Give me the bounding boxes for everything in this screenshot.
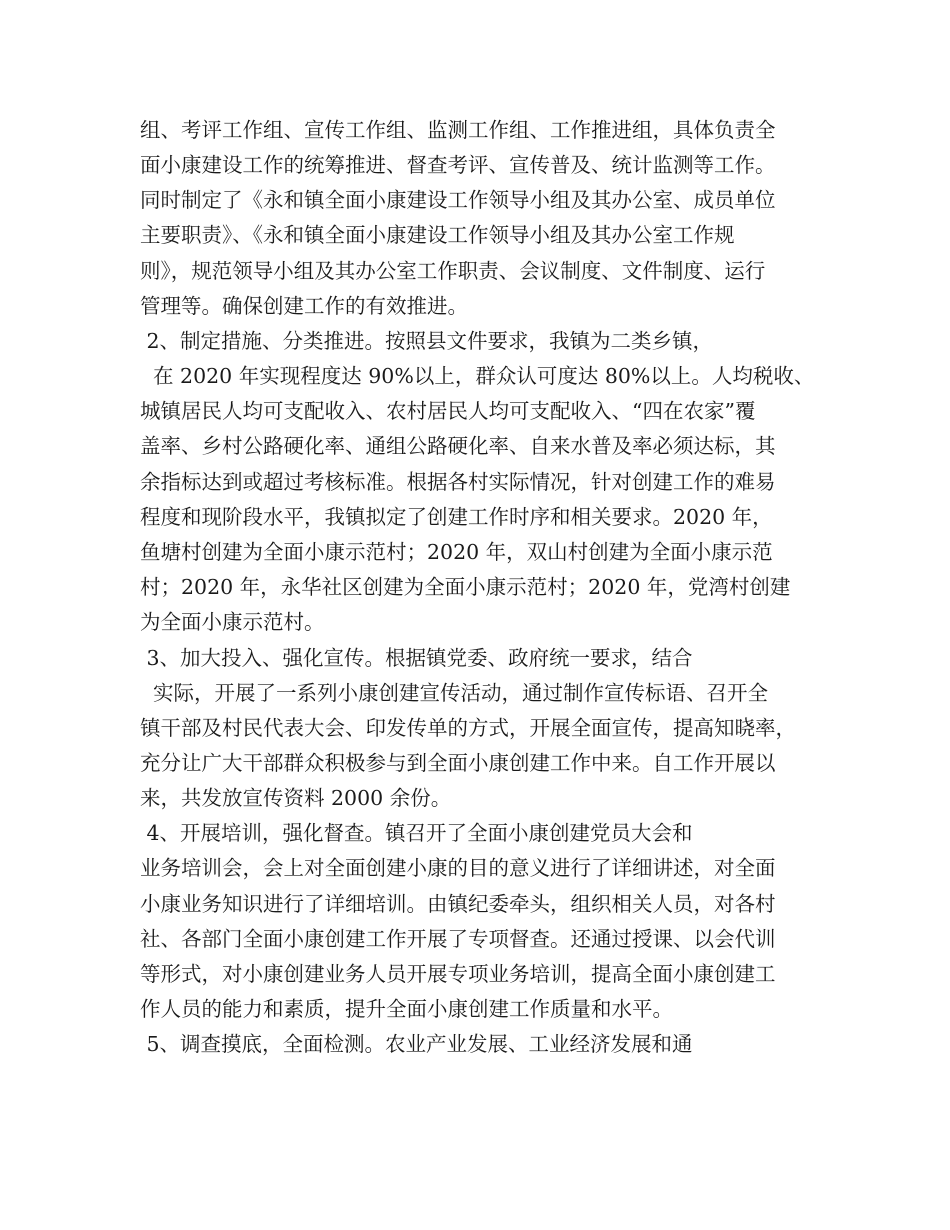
- text-line: 业务培训会，会上对全面创建小康的目的意义进行了详细讲述，对全面: [140, 856, 776, 880]
- text-line: 充分让广大干部群众积极参与到全面小康创建工作中来。自工作开展以: [140, 751, 776, 775]
- text-line: 组、考评工作组、宣传工作组、监测工作组、工作推进组，具体负责全: [140, 118, 776, 142]
- text-line: 5、调查摸底，全面检测。农业产业发展、工业经济发展和通: [140, 1032, 693, 1056]
- text-line: 同时制定了《永和镇全面小康建设工作领导小组及其办公室、成员单位: [140, 188, 776, 212]
- text-line: 等形式，对小康创建业务人员开展专项业务培训，提高全面小康创建工: [140, 962, 776, 986]
- text-line: 城镇居民人均可支配收入、农村居民人均可支配收入、“四在农家”覆: [140, 399, 756, 423]
- text-line: 管理等。确保创建工作的有效推进。: [140, 294, 468, 318]
- text-line: 镇干部及村民代表大会、印发传单的方式，开展全面宣传，提高知晓率，: [140, 716, 796, 740]
- text-line: 则》，规范领导小组及其办公室工作职责、会议制度、文件制度、运行: [140, 259, 766, 283]
- text-line: 在 2020 年实现程度达 90%以上，群众认可度达 80%以上。人均税收、: [140, 364, 815, 388]
- text-line: 社、各部门全面小康创建工作开展了专项督查。还通过授课、以会代训: [140, 927, 776, 951]
- text-line: 小康业务知识进行了详细培训。由镇纪委牵头，组织相关人员，对各村: [140, 892, 776, 916]
- text-line: 村；2020 年，永华社区创建为全面小康示范村；2020 年，党湾村创建: [140, 575, 791, 599]
- text-line: 面小康建设工作的统筹推进、督查考评、宣传普及、统计监测等工作。: [140, 153, 776, 177]
- text-line: 盖率、乡村公路硬化率、通组公路硬化率、自来水普及率必须达标，其: [140, 434, 776, 458]
- text-line: 主要职责》、《永和镇全面小康建设工作领导小组及其办公室工作规: [140, 223, 735, 247]
- text-line: 作人员的能力和素质，提升全面小康创建工作质量和水平。: [140, 997, 673, 1021]
- text-line: 鱼塘村创建为全面小康示范村；2020 年，双山村创建为全面小康示范: [140, 540, 773, 564]
- text-line: 程度和现阶段水平，我镇拟定了创建工作时序和相关要求。2020 年，: [140, 505, 773, 529]
- text-line: 来，共发放宣传资料 2000 余份。: [140, 786, 452, 810]
- text-line: 4、开展培训，强化督查。镇召开了全面小康创建党员大会和: [140, 821, 693, 845]
- text-line: 2、制定措施、分类推进。按照县文件要求，我镇为二类乡镇，: [140, 329, 714, 353]
- text-line: 余指标达到或超过考核标准。根据各村实际情况，针对创建工作的难易: [140, 470, 776, 494]
- text-line: 3、加大投入、强化宣传。根据镇党委、政府统一要求，结合: [140, 646, 693, 670]
- text-line: 为全面小康示范村。: [140, 610, 325, 634]
- text-line: 实际，开展了一系列小康创建宣传活动，通过制作宣传标语、召开全: [140, 681, 769, 705]
